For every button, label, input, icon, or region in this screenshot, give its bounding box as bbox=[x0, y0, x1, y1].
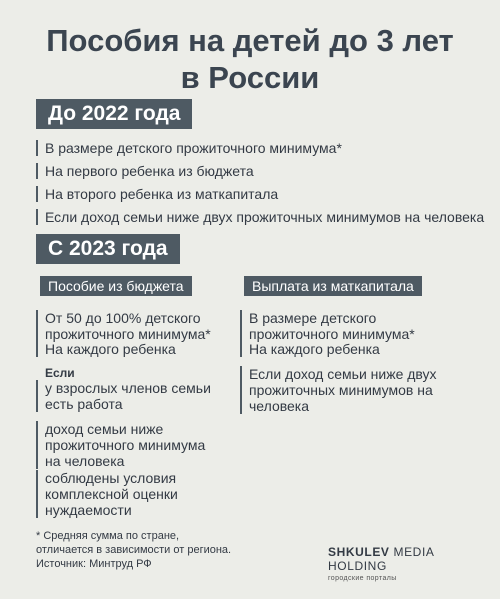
if-label: Если bbox=[45, 366, 75, 380]
footnote-line-1: * Средняя сумма по стране, bbox=[36, 530, 180, 542]
section-header-before-2022: До 2022 года bbox=[36, 99, 192, 129]
title-line-2: в России bbox=[180, 60, 320, 95]
list-item: Если доход семьи ниже двух прожиточных минимумов на человека bbox=[36, 209, 496, 225]
condition-item: доход семьи ниже прожиточного минимума на человека bbox=[36, 421, 221, 469]
list-item: От 50 до 100% детского прожиточного минимума* bbox=[36, 310, 221, 342]
logo-text bbox=[328, 545, 478, 573]
source-line: Источник: Минтруд РФ bbox=[36, 558, 152, 570]
section-header-from-2023: С 2023 года bbox=[36, 234, 180, 264]
list-item: На первого ребенка из бюджета bbox=[36, 163, 496, 179]
publisher-logo bbox=[328, 545, 478, 584]
title-line-1: Пособия на детей до 3 лет bbox=[46, 23, 454, 58]
page-title bbox=[0, 22, 500, 96]
footnote-line-2: отличается в зависимости от региона. bbox=[36, 544, 232, 556]
subheader-matcapital: Выплата из маткапитала bbox=[244, 276, 422, 296]
condition-item: у взрослых членов семьи есть работа bbox=[36, 380, 221, 412]
list-item: В размере детского прожиточного минимума* bbox=[36, 140, 496, 156]
list-item: В размере детского прожиточного минимума* bbox=[240, 310, 450, 342]
subheader-budget: Пособие из бюджета bbox=[40, 276, 192, 296]
list-item: На второго ребенка из маткапитала bbox=[36, 186, 496, 202]
list-item: На каждого ребенка bbox=[36, 341, 221, 357]
logo-brand: SHKULEV bbox=[328, 545, 390, 559]
list-item: На каждого ребенка bbox=[240, 341, 450, 357]
logo-tagline: городские порталы bbox=[328, 575, 397, 582]
condition-item: соблюдены условия комплексной оценки нуждаемости bbox=[36, 470, 221, 518]
list-item: Если доход семьи ниже двух прожиточных минимумов на человека bbox=[240, 366, 450, 414]
footnote bbox=[36, 529, 266, 571]
logo-rest: MEDIA HOLDING bbox=[328, 545, 434, 573]
